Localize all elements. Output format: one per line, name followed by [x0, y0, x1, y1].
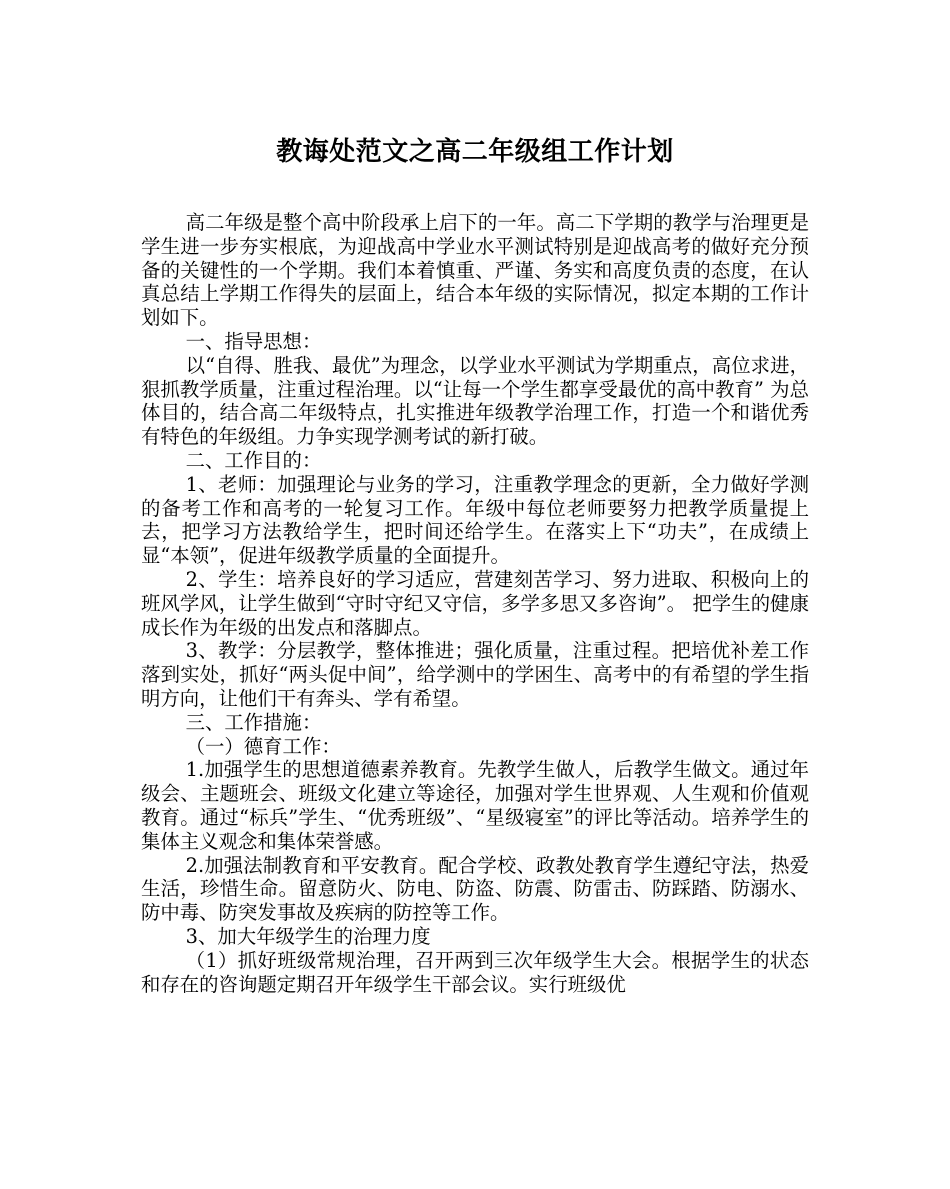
paragraph-measure-3-1: （1）抓好班级常规治理，召开两到三次年级学生大会。根据学生的状态和存在的咨询题定期召开年级学生干部会议。实行班级优 — [141, 948, 809, 996]
section-heading-work-goals: 二、工作目的： — [185, 448, 322, 472]
paragraph-goal-teaching: 3、教学：分层教学，整体推进；强化质量，注重过程。把培优补差工作落到实处，抓好“两头促中间”，给学测中的学困生、高考中的有希望的学生指明方向，让他们干有奔头、学有希望。 — [141, 639, 809, 710]
document-body — [141, 211, 809, 996]
paragraph-guiding-ideology: 以“自得、胜我、最优”为理念，以学业水平测试为学期重点，高位求进，狠抓教学质量，注重过程治理。以“让每一个学生都享受最优的高中教育” 为总体目的，结合高二年级特点，扎实推进年级教学治理工作，打造一个和谐优秀有特色的年级组。力争实现学测考试的新打破。 — [141, 353, 809, 449]
paragraph-goal-students: 2、学生：培养良好的学习适应，营建刻苦学习、努力进取、积极向上的班风学风，让学生做到“守时守纪又守信，多学多思又多咨询”。 把学生的健康成长作为年级的出发点和落脚点。 — [141, 567, 809, 639]
subsection-heading-moral-education: （一）德育工作： — [185, 734, 341, 758]
paragraph-measure-3: 3、加大年级学生的治理力度 — [185, 924, 431, 948]
section-heading-guiding-ideology: 一、指导思想： — [185, 329, 322, 353]
paragraph-goal-teachers: 1、老师：加强理论与业务的学习，注重教学理念的更新，全力做好学测的备考工作和高考的一轮复习工作。年级中每位老师要努力把教学质量提上去，把学习方法教给学生，把时间还给学生。在落实上下“功夫”，在成绩上显“本领”，促进年级教学质量的全面提升。 — [141, 472, 809, 568]
page-title: 教诲处范文之高二年级组工作计划 — [276, 137, 674, 167]
paragraph-measure-2: 2.加强法制教育和平安教育。配合学校、政教处教育学生遵纪守法，热爱生活，珍惜生命。留意防火、防电、防盗、防震、防雷击、防踩踏、防溺水、防中毒、防突发事故及疾病的防控等工作。 — [141, 853, 809, 925]
paragraph-intro: 高二年级是整个高中阶段承上启下的一年。高二下学期的教学与治理更是学生进一步夯实根底，为迎战高中学业水平测试特别是迎战高考的做好充分预备的关键性的一个学期。我们本着慎重、严谨、务实和高度负责的态度，在认真总结上学期工作得失的层面上，结合本年级的实际情况，拟定本期的工作计划如下。 — [141, 211, 809, 330]
section-heading-work-measures: 三、工作措施： — [185, 710, 322, 734]
paragraph-measure-1: 1.加强学生的思想道德素养教育。先教学生做人，后教学生做文。通过年级会、主题班会、班级文化建立等途径，加强对学生世界观、人生观和价值观教育。通过“标兵”学生、“优秀班级”、“星级寝室”的评比等活动。培养学生的集体主义观念和集体荣誉感。 — [141, 758, 809, 853]
